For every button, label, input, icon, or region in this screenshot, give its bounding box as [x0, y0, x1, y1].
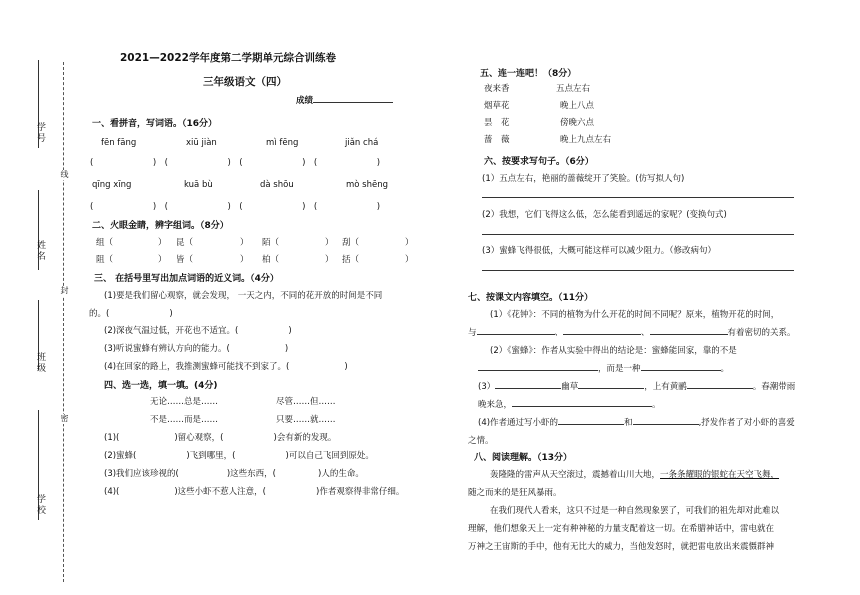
- seal-line: [63, 62, 64, 582]
- reading-p1-line2: 随之而来的是狂风暴雨。: [468, 488, 562, 498]
- section5-title: 五、连一连吧！（8分）: [480, 69, 577, 79]
- match-left-4: 蔷 薇: [484, 135, 510, 145]
- pair-1: 无论……总是……: [150, 397, 219, 407]
- s7-q4-line2: 之情。: [468, 436, 494, 446]
- exam-subtitle: 三年级语文（四）: [203, 76, 287, 88]
- pinyin-1: fēn fāng: [101, 138, 137, 148]
- underlined-sentence: 一条条耀眼的银蛇在天空飞舞，: [660, 470, 780, 480]
- reading-p1-line1: 轰隆隆的雷声从天空滚过，震撼着山川大地，一条条耀眼的银蛇在天空飞舞，: [490, 470, 780, 480]
- pinyin-5: qīng xīng: [92, 180, 132, 190]
- s7-q2-line1: (2）《蜜蜂》：作者从实验中得出的结论是：蜜蜂能回家，靠的不是: [490, 346, 737, 356]
- s3-q1-line1: (1)要是我们留心观察，就会发现， 一天之内，不同的花开放的时间是不同: [104, 291, 383, 301]
- student-id-label: 学号: [35, 122, 45, 144]
- section7-title: 七、按课文内容填空。（11分）: [468, 293, 594, 303]
- pinyin-3: mì fēng: [266, 138, 299, 148]
- section8-title: 八、阅读理解。（13分）: [474, 453, 573, 463]
- secret-mark: 密: [60, 414, 69, 424]
- pair-3: 不是……而是……: [150, 415, 219, 425]
- seal-mark: 封: [60, 286, 69, 296]
- score-field[interactable]: [296, 94, 393, 106]
- match-right-2: 晚上八点: [560, 101, 595, 111]
- s7-q1-line1: (1）《花钟》：不同的植物为什么开花的时间不同呢？原来，植物开花的时间，: [490, 310, 780, 320]
- pinyin-2: xiū jiàn: [186, 138, 217, 148]
- exam-title: 2021—2022学年度第二学期单元综合训练卷: [120, 52, 336, 64]
- s3-q3: (3)听说蜜蜂有辨认方向的能力。( ): [104, 344, 289, 354]
- s7-q4-line1: (4)作者通过写小虾的 和 ,抒发作者了对小虾的喜爱: [478, 418, 795, 428]
- s6-q3: (3）蜜蜂飞得很低，大概可能这样可以减少阻力。（修改病句）: [482, 246, 716, 256]
- section1-title: 一、看拼音，写词语。（16分）: [92, 119, 218, 129]
- reading-p2-line1: 在我们现代人看来，这只不过是一种自然现象罢了，可我们的祖先却对此难以: [490, 506, 780, 516]
- section4-title: 四、选一选，填一填。(4分): [104, 381, 218, 391]
- s7-q3-line1: (3） 幽草 ，上有黄鹂 。春潮带雨: [478, 382, 796, 392]
- match-right-4: 晚上九点左右: [560, 135, 612, 145]
- s4-q3: (3)我们应该珍视的( )这些东西，( )人的生命。: [104, 469, 364, 479]
- s4-q1: (1)( )留心观察，( )会有新的发现。: [104, 433, 337, 443]
- s7-q1-line2: 与 、 、 有着密切的关系。: [468, 328, 796, 338]
- s6-q2: (2）我想，它们飞得这么低，怎么能看到遥远的家呢？(变换句式): [482, 210, 727, 220]
- class-label: 班级: [35, 352, 45, 374]
- answer-blanks-row1[interactable]: ( ) ( ) ( ) ( ): [90, 158, 381, 168]
- score-blank[interactable]: [313, 102, 393, 103]
- section2-title: 二、火眼金睛，辨字组词。（8分）: [92, 221, 229, 231]
- score-label: 成绩: [296, 96, 314, 106]
- pair-2: 尽管……但……: [276, 397, 336, 407]
- line-mark: 线: [60, 170, 69, 180]
- s4-q4: (4)( )这些小虾不惹人注意，( )作者观察得非常仔细。: [104, 487, 405, 497]
- pinyin-6: kuā bù: [184, 180, 213, 190]
- school-label: 学校: [35, 494, 45, 516]
- s3-q4: (4)在回家的路上，我推测蜜蜂可能找不到家了。( ): [104, 362, 348, 372]
- s6-q2-answer-line[interactable]: [482, 234, 794, 235]
- s3-q2: (2)深夜气温过低，开花也不适宜。( ): [104, 326, 292, 336]
- s6-q1-answer-line[interactable]: [482, 197, 794, 198]
- section3-title: 三、 在括号里写出加点词语的近义词。（4分）: [94, 274, 279, 284]
- reading-p2-line2: 理解，他们想象天上一定有种神秘的力量支配着这一切。在希腊神话中，雷电就在: [468, 524, 775, 534]
- pinyin-4: jiǎn chá: [345, 138, 379, 148]
- pinyin-8: mò shēng: [346, 180, 389, 190]
- match-right-1: 五点左右: [556, 84, 591, 94]
- s6-q1: (1）五点左右，艳丽的蔷薇绽开了笑脸。(仿写拟人句): [482, 174, 685, 184]
- pair-4: 只要……就……: [276, 415, 336, 425]
- match-left-1: 夜来香: [484, 84, 510, 94]
- answer-blanks-row2[interactable]: ( ) ( ) ( ) ( ): [90, 202, 381, 212]
- match-right-3: 傍晚六点: [560, 118, 595, 128]
- s6-q3-answer-line[interactable]: [482, 270, 794, 271]
- section6-title: 六、按要求写句子。（6分）: [484, 157, 594, 167]
- reading-p2-line3: 万神之王宙斯的手中，他有无比大的威力，当他发怒时，就把雷电放出来震慑群神: [468, 542, 775, 552]
- pinyin-7: dà shōu: [260, 180, 294, 190]
- match-left-2: 烟草花: [484, 101, 510, 111]
- s3-q1-line2: 的。( ): [89, 309, 173, 319]
- name-label: 姓名: [35, 240, 45, 262]
- s7-q3-line2: 晚来急， 。: [478, 400, 661, 410]
- s7-q2-line2: ，而是一种 。: [478, 362, 729, 374]
- s4-q2: (2)蜜蜂( )飞到哪里，( )可以自己飞回到原处。: [104, 451, 374, 461]
- match-left-3: 昙 花: [484, 118, 510, 128]
